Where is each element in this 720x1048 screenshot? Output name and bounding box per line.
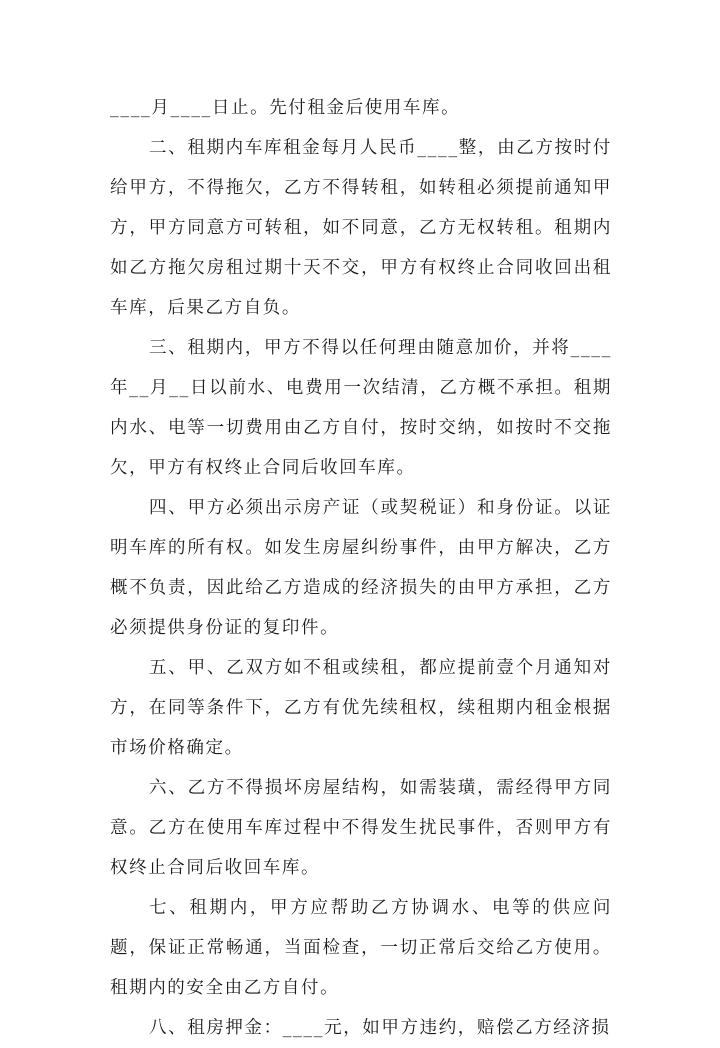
paragraph-clause-6: 六、乙方不得损坏房屋结构，如需装璜，需经得甲方同意。乙方在使用车库过程中不得发生扰民事件，否则甲方有权终止合同后收回车库。 (110, 778, 612, 878)
paragraph-clause-8: 八、租房押金：____元，如甲方违约，赔偿乙方经济损 (149, 1018, 611, 1038)
document-page (110, 88, 612, 1048)
paragraph-clause-5: 五、甲、乙双方如不租或续租，都应提前壹个月通知对方，在同等条件下，乙方有优先续租权，续租期内租金根据市场价格确定。 (110, 658, 612, 758)
paragraph-clause-4: 四、甲方必须出示房产证（或契税证）和身份证。以证明车库的所有权。如发生房屋纠纷事件，由甲方解决，乙方概不负责，因此给乙方造成的经济损失的由甲方承担，乙方必须提供身份证的复印件。 (110, 498, 612, 638)
paragraph-clause-3: 三、租期内，甲方不得以任何理由随意加价，并将____年__月__日以前水、电费用一次结清，乙方概不承担。租期内水、电等一切费用由乙方自付，按时交纳，如按时不交拖欠，甲方有权终止合同后收回车库。 (110, 338, 612, 478)
paragraph-clause-7: 七、租期内，甲方应帮助乙方协调水、电等的供应问题，保证正常畅通，当面检查，一切正常后交给乙方使用。租期内的安全由乙方自付。 (110, 898, 612, 998)
paragraph-clause-2: 二、租期内车库租金每月人民币____整，由乙方按时付给甲方，不得拖欠，乙方不得转租，如转租必须提前通知甲方，甲方同意方可转租，如不同意，乙方无权转租。租期内如乙方拖欠房租过期十天不交，甲方有权终止合同收回出租车库，后果乙方自负。 (110, 138, 612, 318)
paragraph-continuation: ____月____日止。先付租金后使用车库。 (110, 98, 461, 118)
